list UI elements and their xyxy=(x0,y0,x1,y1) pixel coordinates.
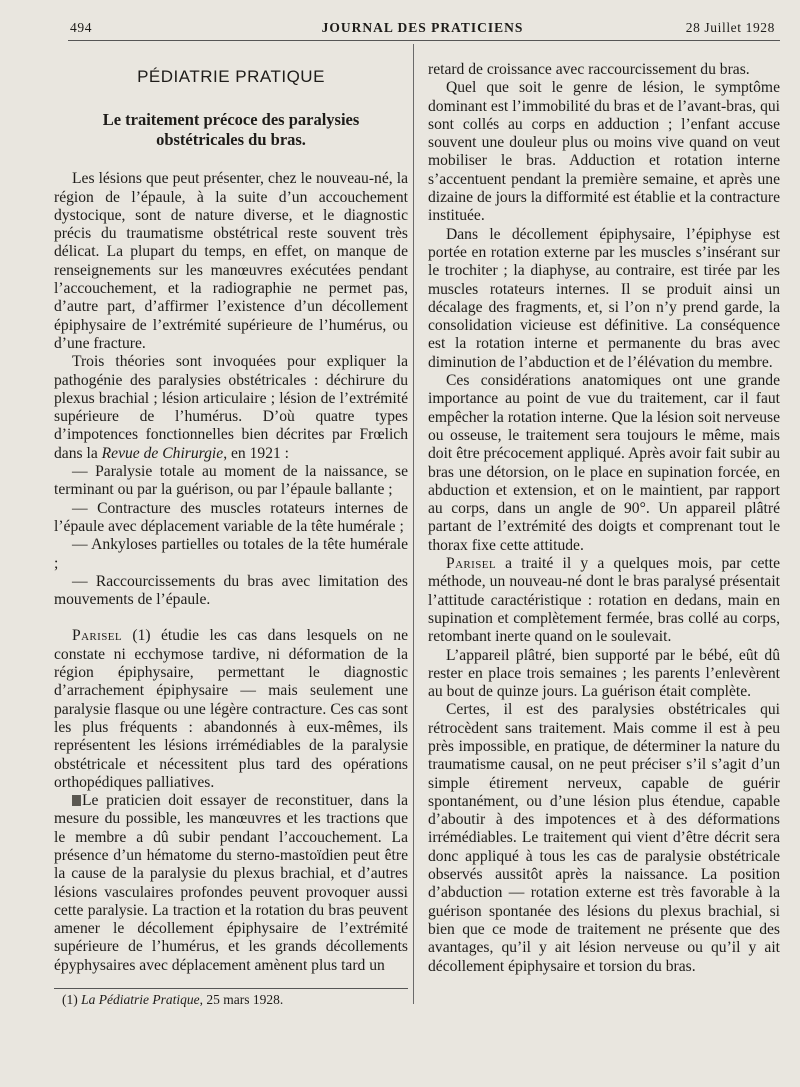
paragraph: Les lésions que peut présenter, chez le nouveau-né, la région de l’épaule, à la suite d’un accouchement dystocique, sont de nature diverse, et le diagnostic précis du traumatisme obstétrical reste souvent très délicat. La plupart du temps, en effet, on manque de renseignements sur les manœuvres exécutées pendant l’accouchement, et la radiographie ne permet pas, d’autre part, d’affirmer l’existence d’un décollement épiphysaire de l’extrémité supérieure de l’humérus, ou d’une fracture. xyxy=(54,170,408,352)
footnote: (1) La Pédiatrie Pratique, 25 mars 1928. xyxy=(62,992,284,1007)
ink-blot-mark xyxy=(72,795,81,806)
list-item: — Contracture des muscles rotateurs internes de l’épaule avec déplacement variable de la tête humérale ; xyxy=(54,499,408,535)
left-column xyxy=(54,62,408,975)
paragraph: Le praticien doit essayer de reconstituer, dans la mesure du possible, les manœuvres et les tractions que le membre a dû subir pendant l’accouchement. La présence d’un hématome du sterno-mastoïdien peut être la cause de la paralysie du plexus brachial, et d’autres lésions vasculaires profondes peuvent provoquer aussi cette paralysie. La traction et la rotation du bras peuvent amener le décollement épiphysaire de l’extrémité supérieure de l’humérus, et les grands décollements épyphysaires avec déplacement amènent plus tard un xyxy=(54,792,408,974)
list-item: — Ankyloses partielles ou totales de la tête humérale ; xyxy=(54,536,408,572)
list-item: — Paralysie totale au moment de la naissance, se terminant ou par la guérison, ou par l’épaule ballante ; xyxy=(54,463,408,499)
journal-title: JOURNAL DES PRATICIENS xyxy=(321,20,524,35)
right-column xyxy=(428,61,780,976)
author-name: Parisel xyxy=(72,627,122,645)
paragraph: Quel que soit le genre de lésion, le symptôme dominant est l’immobilité du bras et de l’avant-bras, qui sont collés au corps en adduction ; l’enfant accuse souvent une douleur plus ou moins vive quand on veut mobiliser le bras. Adduction et rotation interne s’accentuent pendant la première semaine, et après une dizaine de jours la difformité est établie et la contracture instituée. xyxy=(428,79,780,225)
paragraph: Parisel (1) étudie les cas dans lesquels on ne constate ni ecchymose tardive, ni déformation de la région épiphysaire, permettant le diagnostic d’arrachement épiphysaire — mais seulement une paralysie flasque ou une légère contracture. Ces cas sont les plus fréquents : abandonnés à eux-mêmes, ils représentent les lésions irrémédiables de la paralysie obstétricale et nécessitent plus tard des opérations orthopédiques palliatives. xyxy=(54,627,408,791)
footnote-title: La Pédiatrie Pratique xyxy=(81,992,200,1007)
section-title: PÉDIATRIE PRATIQUE xyxy=(137,67,325,86)
article-title xyxy=(54,110,408,150)
article-title-line2: obstétricales du bras. xyxy=(156,130,306,150)
paragraph: retard de croissance avec raccourcissement du bras. xyxy=(428,61,750,78)
paragraph: L’appareil plâtré, bien supporté par le bébé, eût dû rester en place trois semaines ; les parents l’enlevèrent au bout de quinze jours. La guérison était complète. xyxy=(428,646,780,701)
paragraph: Trois théories sont invoquées pour expliquer la pathogénie des paralysies obstétricales : déchirure du plexus brachial ; lésion articulaire ; lésion de l’extrémité supérieure de l’humérus. D’où quatre types d’impotences fonctionnelles bien décrites par Frœlich dans la Revue de Chirurgie, en 1921 : xyxy=(54,353,408,462)
paragraph: Certes, il est des paralysies obstétricales qui rétrocèdent sans traitement. Mais comme il est à peu près impossible, en pratique, de déterminer la nature du traumatisme causal, on ne peut préciser s’il s’agit d’un simple étirement nerveux, capable de guérir spontanément, ou d’une lésion plus étendue, capable d’aboutir à des impotences et à des déformations irrémédiables. Le traitement qui vient d’être décrit sera donc appliqué à tous les cas de paralysie obstétricale observés aussitôt après la naissance. La position d’abduction — rotation externe est très favorable à la guérison spontanée des lésions du plexus brachial, si bien que ce mode de traitement ne présente que des avantages, qu’il y ait lésion nerveuse ou qu’il y ait décollement épiphysaire et torsion du bras. xyxy=(428,701,780,975)
page-number: 494 xyxy=(70,20,93,35)
journal-reference: Revue de Chirurgie xyxy=(101,444,224,462)
header-rule xyxy=(68,40,780,41)
paragraph: Dans le décollement épiphysaire, l’épiphyse est portée en rotation externe par les muscles s’insérant sur le trochiter ; la diaphyse, au contraire, est tirée par les muscles rotateurs internes. Il se produit ainsi un décalage des fragments, et, si l’on n’y prend garde, la consolidation vicieuse est définitive. La conséquence est la rotation interne et permanente du bras avec diminution de l’abduction et de l’élévation du membre. xyxy=(428,225,780,371)
author-name: Parisel xyxy=(446,555,496,573)
paragraph: Parisel a traité il y a quelques mois, par cette méthode, un nouveau-né dont le bras paralysé présentait l’attitude caractéristique : rotation en dedans, main en supination et complètement fermée, bras collé au corps, retombant inerte quand on le soulevait. xyxy=(428,555,780,646)
footnote-rule xyxy=(54,988,408,989)
article-title-line1: Le traitement précoce des paralysies xyxy=(102,110,360,130)
list-item: — Raccourcissements du bras avec limitation des mouvements de l’épaule. xyxy=(54,572,408,609)
page-header xyxy=(70,20,775,42)
column-divider xyxy=(413,44,414,1004)
paragraph: Ces considérations anatomiques ont une grande importance au point de vue du traitement, car il faut empêcher la rotation interne. Que la lésion soit nerveuse ou osseuse, le traitement sera toujours le même, mais doit être précocement appliqué. Après avoir fait subir au bras une détorsion, on le place en supination forcée, en abduction et extension, et on le maintient, par rapport au corps, dans un angle de 90°. Un appareil plâtré partant de l’extrémité des doigts et comprenant tout le thorax fixe cette attitude. xyxy=(428,372,780,554)
issue-date: 28 Juillet 1928 xyxy=(685,20,775,35)
